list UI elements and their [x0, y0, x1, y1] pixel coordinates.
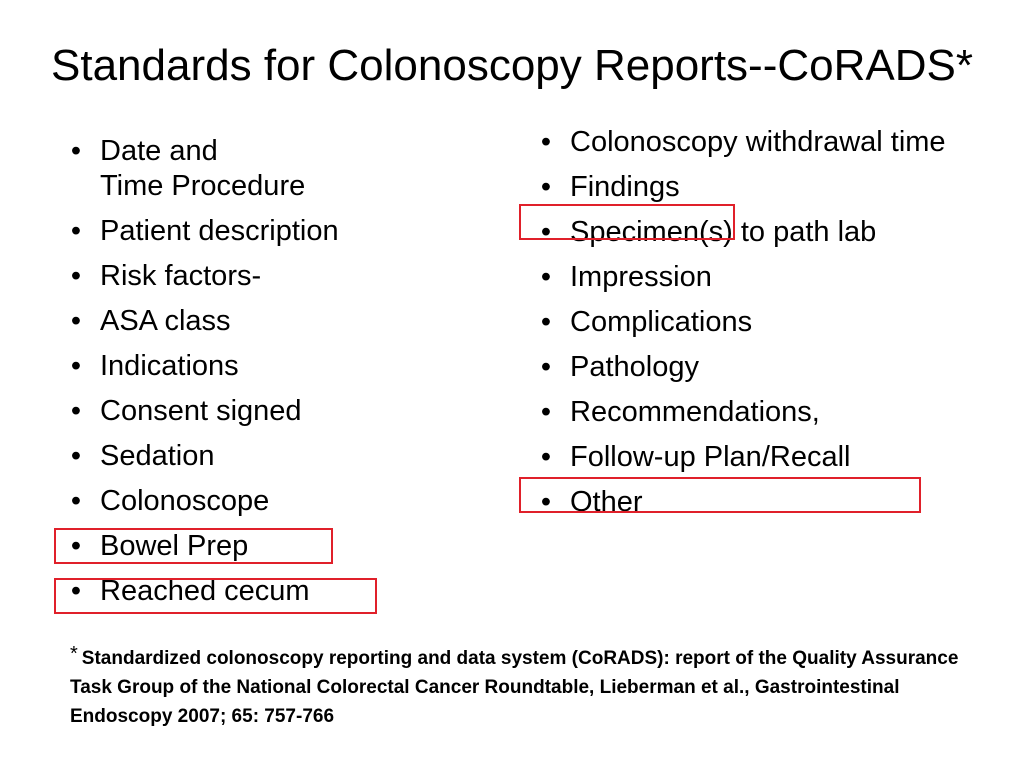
list-item-follow-up: [530, 439, 970, 475]
bullet-icon: •: [70, 305, 82, 337]
bullet-icon: •: [70, 395, 82, 427]
highlight-box-findings: [519, 204, 735, 240]
list-item-indications: [60, 348, 440, 384]
bullet-icon: •: [540, 171, 552, 203]
list-item-label: Consent signed: [100, 395, 302, 427]
list-item-label: Indications: [100, 350, 239, 382]
list-item-recommendations: [530, 394, 970, 430]
list-item-complications: [530, 304, 970, 340]
list-item-patient-description: [60, 213, 440, 249]
bullet-icon: •: [70, 530, 82, 562]
list-item-label: Other: [570, 486, 643, 518]
list-item-label: Patient description: [100, 215, 339, 247]
list-item-label: Impression: [570, 261, 712, 293]
bullet-icon: •: [70, 260, 82, 292]
bullet-icon: •: [70, 440, 82, 472]
list-item-label: ASA class: [100, 305, 231, 337]
list-item-impression: [530, 259, 970, 295]
bullet-icon: •: [540, 351, 552, 383]
footnote-marker: *: [70, 643, 78, 665]
list-item-withdrawal-time: [530, 125, 970, 160]
list-item-label: Specimen(s) to path lab: [570, 216, 877, 248]
bullet-icon: •: [70, 215, 82, 247]
footnote-citation: [70, 640, 970, 731]
bullet-icon: •: [70, 350, 82, 382]
list-item-label: Bowel Prep: [100, 530, 249, 562]
list-item-label: Pathology: [570, 351, 699, 383]
right-bullet-list: [530, 125, 970, 529]
bullet-icon: •: [540, 261, 552, 293]
list-item-label: Colonoscope: [100, 485, 270, 517]
list-item-colonoscope: [60, 483, 440, 519]
list-item-consent-signed: [60, 393, 440, 429]
bullet-icon: •: [540, 486, 552, 518]
bullet-icon: •: [70, 485, 82, 517]
bullet-icon: •: [540, 126, 552, 158]
list-item-label: Complications: [570, 306, 753, 338]
list-item-label: Reached cecum: [100, 575, 310, 607]
list-item-label: Recommendations,: [570, 396, 820, 428]
bullet-icon: •: [540, 441, 552, 473]
footnote-text: Standardized colonoscopy reporting and data system (CoRADS): report of the Quality Assurance Task Group of the National Colorectal Cancer Roundtable, Lieberman et al., Gastrointestinal Endoscopy 2007; 65: 757-766: [70, 648, 959, 727]
list-item-label: Colonoscopy withdrawal time: [570, 126, 946, 158]
list-item-label: Date and Time Procedure: [100, 135, 306, 202]
bullet-icon: •: [70, 135, 82, 167]
highlight-box-follow-up: [519, 477, 921, 513]
highlight-box-reached-cecum: [54, 578, 377, 614]
bullet-icon: •: [70, 575, 82, 607]
list-item-label: Findings: [570, 171, 680, 203]
list-item-label: Follow-up Plan/Recall: [570, 441, 851, 473]
list-item-date-time: [60, 134, 440, 204]
list-item-sedation: [60, 438, 440, 474]
list-item-pathology: [530, 349, 970, 385]
bullet-icon: •: [540, 216, 552, 248]
list-item-risk-factors: [60, 258, 440, 294]
list-item-asa-class: [60, 303, 440, 339]
bullet-icon: •: [540, 396, 552, 428]
bullet-icon: •: [540, 306, 552, 338]
list-item-findings: [530, 169, 970, 205]
highlight-box-bowel-prep: [54, 528, 333, 564]
list-item-label: Risk factors-: [100, 260, 262, 292]
slide-title: Standards for Colonoscopy Reports--CoRADS*: [51, 41, 973, 90]
list-item-label: Sedation: [100, 440, 215, 472]
